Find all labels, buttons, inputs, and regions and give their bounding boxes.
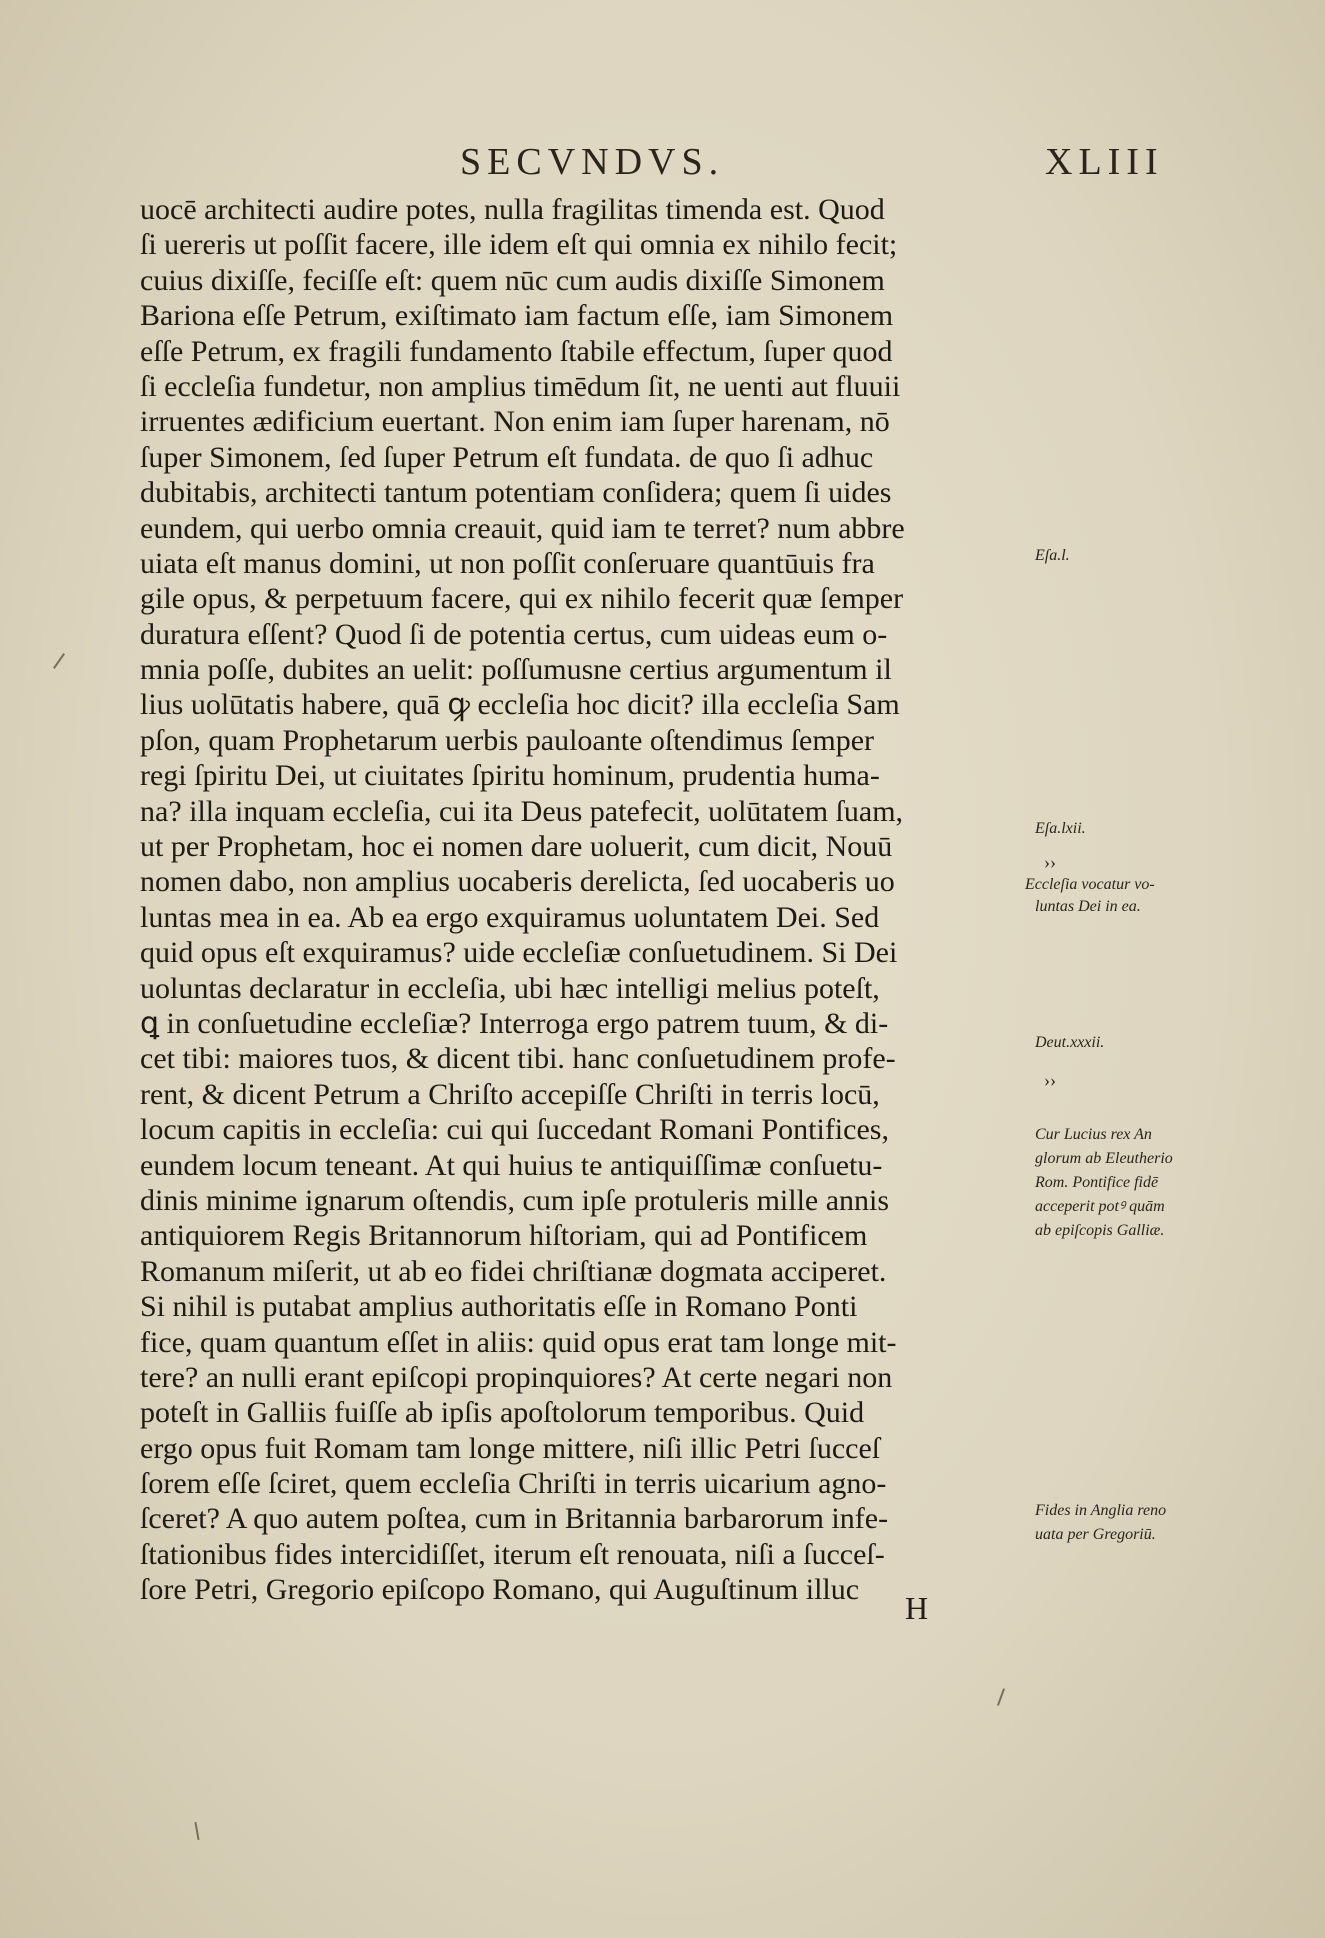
- text-line: gile opus, & perpetuum facere, qui ex nihilo fecerit quæ ſemper: [140, 582, 904, 616]
- text-line: ſceret? A quo autem poſtea, cum in Britannia barbarorum infe-: [140, 1502, 889, 1536]
- margin-note-lucius-line3: Rom. Pontifice fidē: [1035, 1174, 1159, 1191]
- text-line: regi ſpiritu Dei, ut ciuitates ſpiritu hominum, prudentia huma-: [140, 759, 880, 793]
- margin-note-lucius-line5: ab epiſcopis Galliæ.: [1035, 1222, 1165, 1239]
- body-text: [140, 192, 1020, 1608]
- text-line: ſi eccleſia fundetur, non amplius timēdum ſit, ne uenti aut fluuii: [140, 369, 901, 403]
- text-line: eundem, qui uerbo omnia creauit, quid iam te terret? num abbre: [140, 511, 905, 545]
- text-line: duratura eſſent? Quod ſi de potentia certus, cum uideas eum o-: [140, 617, 888, 651]
- text-line: ut per Prophetam, hoc ei nomen dare uoluerit, cum dicit, Nouū: [140, 830, 893, 864]
- text-line: cet tibi: maiores tuos, & dicent tibi. hanc conſuetudinem profe-: [140, 1042, 896, 1076]
- text-line: ſore Petri, Gregorio epiſcopo Romano, qui Auguſtinum illuc: [140, 1573, 860, 1607]
- folio-number: XLIII: [1045, 141, 1164, 183]
- margin-note-isaiah-lxii: Eſa.lxii.: [1035, 820, 1086, 837]
- text-line: ergo opus fuit Romam tam longe mittere, niſi illic Petri ſucceſ: [140, 1431, 881, 1465]
- signature-mark: H: [905, 1590, 929, 1626]
- text-line: ſtationibus fides intercidiſſet, iterum eſt renouata, niſi a ſucceſ-: [140, 1537, 885, 1571]
- text-line: eundem locum teneant. At qui huius te antiquiſſimæ conſuetu-: [140, 1148, 883, 1182]
- text-line: uiata eſt manus domini, ut non poſſit conſeruare quantūuis fra: [140, 546, 875, 580]
- text-line: dubitabis, architecti tantum potentiam conſidera; quem ſi uides: [140, 476, 892, 510]
- margin-note-gregory-line1: Fides in Anglia reno: [1035, 1502, 1167, 1519]
- text-line: ſorem eſſe ſciret, quem eccleſia Chriſti in terris uicarium agno-: [140, 1467, 887, 1501]
- text-line: poteſt in Galliis fuiſſe ab ipſis apoſtolorum temporibus. Quid: [140, 1396, 865, 1430]
- text-line: antiquiorem Regis Britannorum hiſtoriam, qui ad Pontificem: [140, 1219, 868, 1253]
- paper-mark: [997, 1688, 1005, 1706]
- margin-note-lucius-line1: Cur Lucius rex An: [1035, 1126, 1152, 1143]
- text-line: quid opus eſt exquiramus? uide eccleſiæ conſuetudinem. Si Dei: [140, 936, 898, 970]
- text-line: uocē architecti audire potes, nulla fragilitas timenda est. Quod: [140, 193, 885, 226]
- margin-note-isaiah-l: Eſa.l.: [1035, 547, 1070, 564]
- text-line: dinis minime ignarum oſtendis, cum ipſe protuleris mille annis: [140, 1183, 890, 1217]
- paper-mark: [194, 1822, 199, 1840]
- text-line: mnia poſſe, dubites an uelit: poſſumusne certius argumentum il: [140, 653, 892, 687]
- text-line: lius uolūtatis habere, quā ꝙ eccleſia hoc dicit? illa eccleſia Sam: [140, 688, 900, 722]
- quote-mark: ››: [1044, 852, 1056, 872]
- paper-mark: [53, 653, 65, 669]
- text-line: cuius dixiſſe, feciſſe eſt: quem nūc cum audis dixiſſe Simonem: [140, 263, 885, 297]
- margin-note-voluntas-line2: luntas Dei in ea.: [1035, 898, 1141, 915]
- text-line: na? illa inquam eccleſia, cui ita Deus patefecit, uolūtatem ſuam,: [140, 794, 904, 828]
- text-line: ſuper Simonem, ſed ſuper Petrum eſt fundata. de quo ſi adhuc: [140, 440, 874, 474]
- margin-note-gregory-line2: uata per Gregoriū.: [1035, 1526, 1156, 1543]
- text-line: rent, & dicent Petrum a Chriſto accepiſſe Chriſti in terris locū,: [140, 1077, 880, 1111]
- margin-note-deut-xxxii: Deut.xxxii.: [1035, 1034, 1105, 1051]
- quote-mark: ››: [1044, 1070, 1056, 1090]
- margin-note-lucius-line2: glorum ab Eleutherio: [1035, 1150, 1173, 1167]
- text-line: irruentes ædificium euertant. Non enim iam ſuper harenam, nō: [140, 405, 890, 439]
- text-line: ſi uereris ut poſſit facere, ille idem eſt qui omnia ex nihilo fecit;: [140, 228, 898, 262]
- text-line: tere? an nulli erant epiſcopi propinquiores? At certe negari non: [140, 1360, 893, 1394]
- text-line: luntas mea in ea. Ab ea ergo exquiramus uoluntatem Dei. Sed: [140, 900, 880, 934]
- text-line: pſon, quam Prophetarum uerbis pauloante oſtendimus ſemper: [140, 723, 875, 757]
- text-line: locum capitis in eccleſia: cui qui ſuccedant Romani Pontifices,: [140, 1113, 889, 1147]
- running-title: SECVNDVS.: [460, 141, 725, 183]
- text-line: fice, quam quantum eſſet in aliis: quid opus erat tam longe mit-: [140, 1325, 897, 1359]
- margin-note-voluntas-line1: Eccleſia vocatur vo-: [1025, 876, 1155, 893]
- text-line: nomen dabo, non amplius uocaberis derelicta, ſed uocaberis uo: [140, 865, 895, 899]
- text-line: eſſe Petrum, ex fragili fundamento ſtabile effectum, ſuper quod: [140, 334, 893, 368]
- text-line: Bariona eſſe Petrum, exiſtimato iam factum eſſe, iam Simonem: [140, 299, 894, 333]
- text-line: uoluntas declaratur in eccleſia, ubi hæc intelligi melius poteſt,: [140, 971, 880, 1005]
- text-line: Romanum miſerit, ut ab eo fidei chriſtianæ dogmata acciperet.: [140, 1254, 887, 1288]
- margin-note-lucius-line4: acceperit potꝰ quām: [1035, 1198, 1165, 1215]
- text-line: Si nihil is putabat amplius authoritatis eſſe in Romano Ponti: [140, 1290, 858, 1324]
- text-line: ꝗ in conſuetudine eccleſiæ? Interroga ergo patrem tuum, & di-: [140, 1006, 889, 1040]
